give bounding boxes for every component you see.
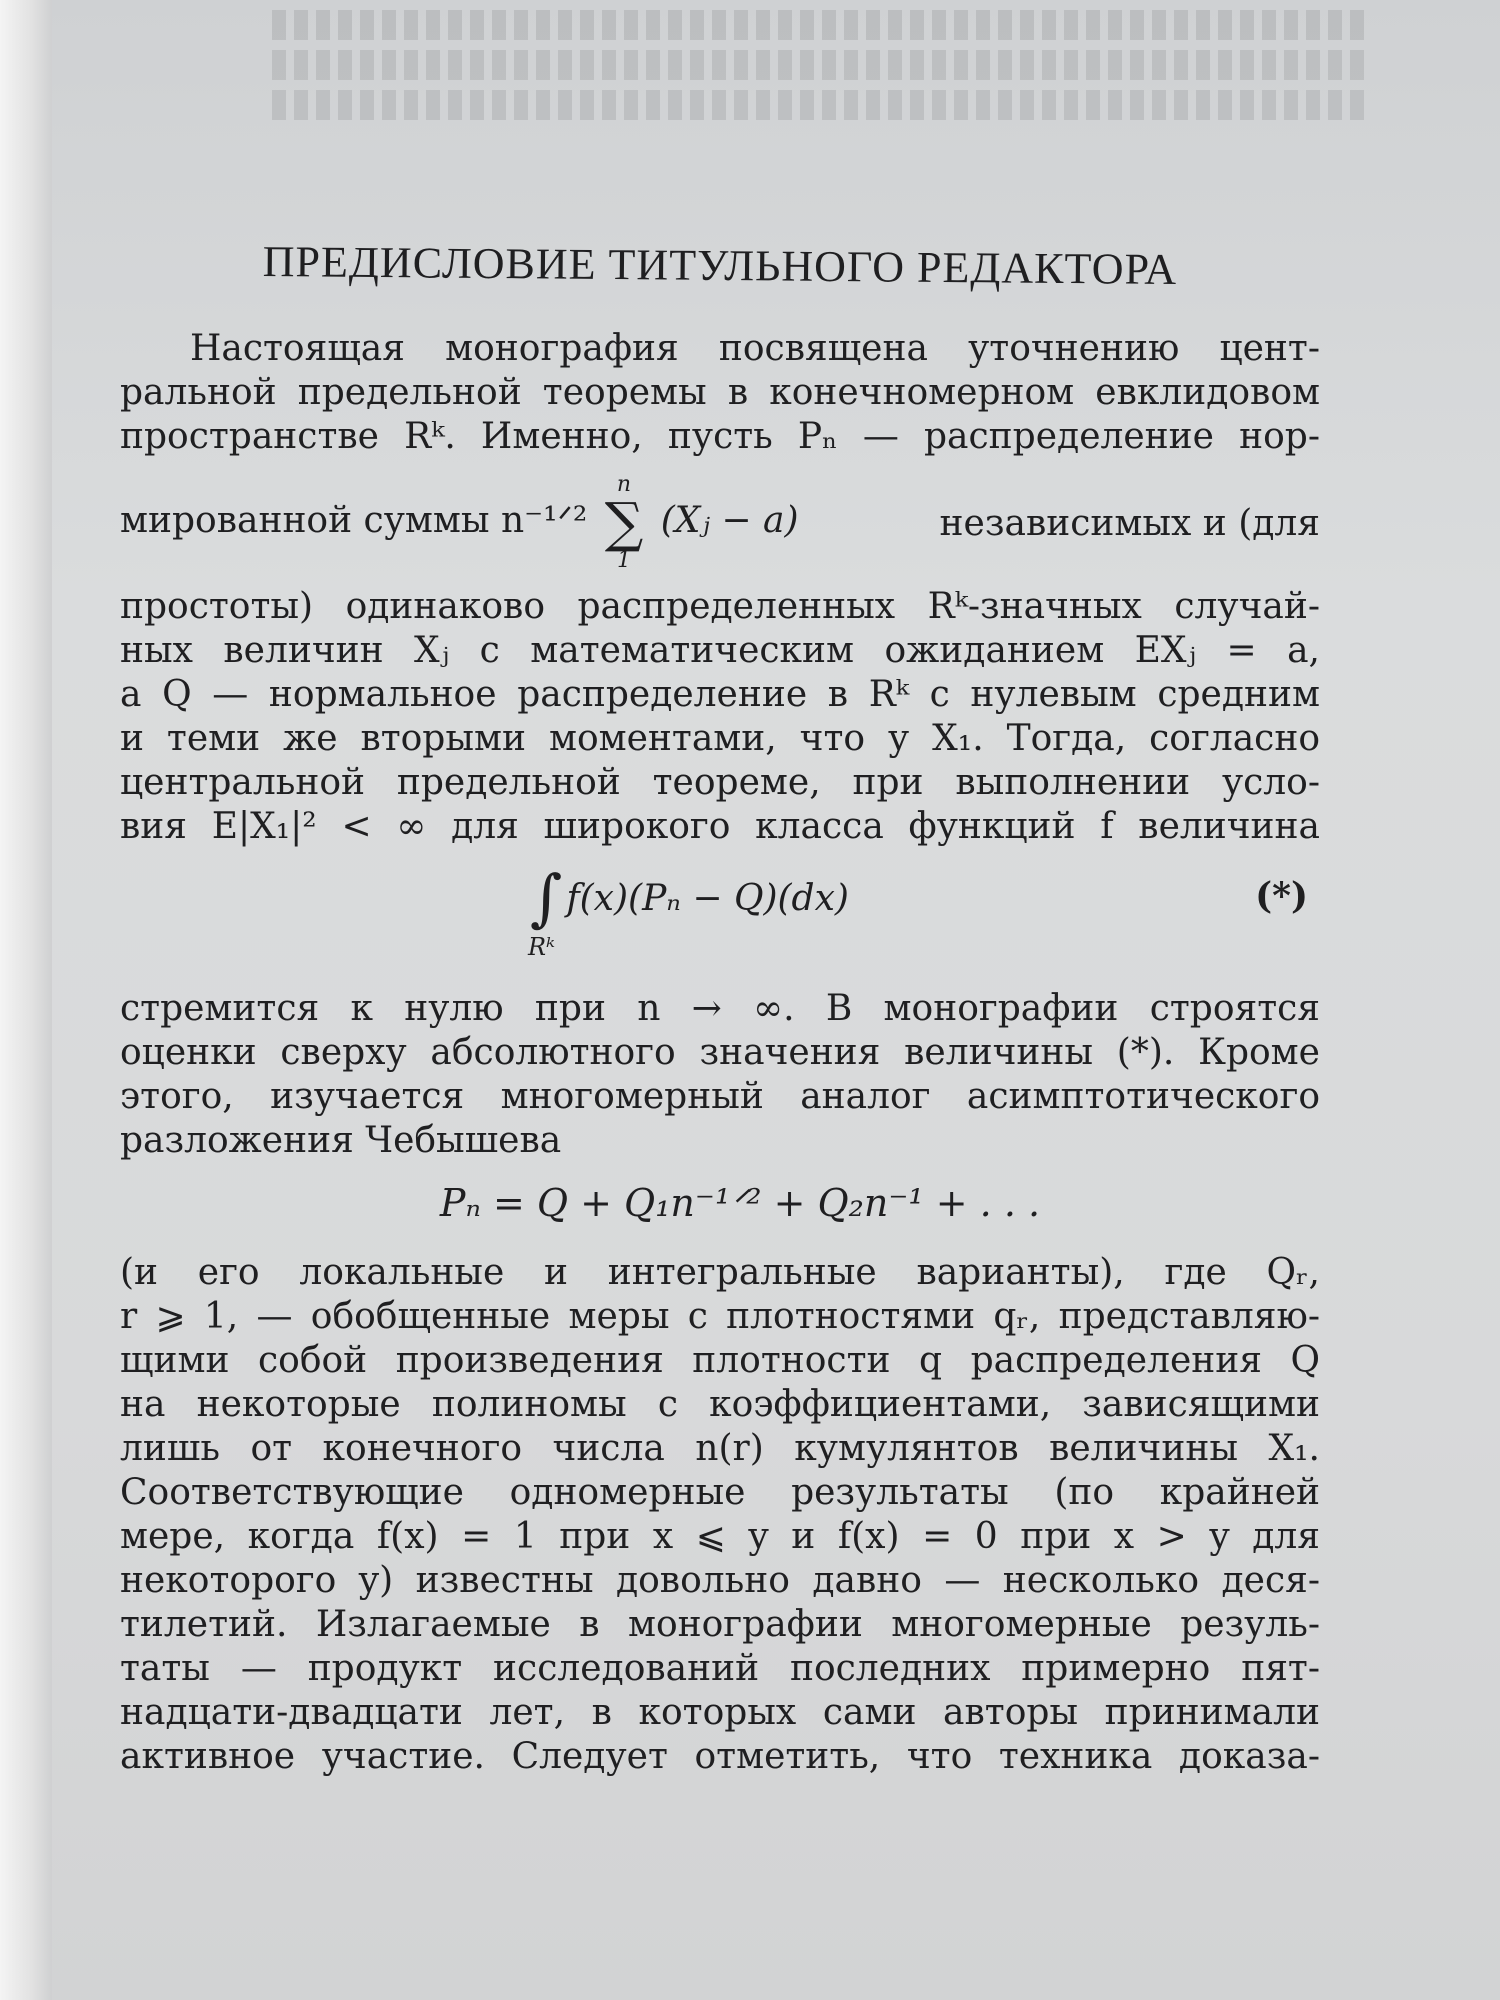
expansion-formula [120, 1163, 1320, 1251]
paragraph-line: таты — продукт исследований последних примерно пят- [120, 1648, 1320, 1689]
sum-line-left: мированной суммы n⁻¹ᐟ² [120, 500, 588, 541]
paragraph-line: ральной предельной теоремы в конечномерном евклидовом [120, 372, 1320, 413]
paragraph-line: мере, когда f(x) = 1 при x ⩽ y и f(x) = 0 при x > y для [120, 1516, 1320, 1557]
paragraph-line: Соответствующие одномерные результаты (по крайней [120, 1472, 1320, 1513]
sum-upper-limit: n [616, 472, 632, 497]
paragraph-line: пространстве Rᵏ. Именно, пусть Pₙ — распределение нор- [120, 416, 1320, 457]
page-content [120, 237, 1320, 1779]
sum-line-right: независимых и (для [939, 502, 1320, 544]
expansion-body: Pₙ = Q + Q₁n⁻¹ᐟ² + Q₂n⁻¹ + . . . [439, 1181, 1041, 1225]
paragraph-line: некоторого y) известны довольно давно — несколько деся- [120, 1560, 1320, 1601]
paragraph-line: на некоторые полиномы с коэффициентами, зависящими [120, 1384, 1320, 1425]
paragraph-line: активное участие. Следует отметить, что техника доказа- [120, 1736, 1320, 1777]
integral-domain: Rᵏ [528, 933, 555, 961]
paragraph-line: вия E|X₁|² < ∞ для широкого класса функций f величина [120, 806, 1320, 847]
sum-term: (Xⱼ − a) [660, 500, 799, 541]
sigma-sign: ∑ [604, 491, 644, 554]
sum-lower-limit: 1 [617, 548, 632, 573]
paragraph-line: лишь от конечного числа n(r) кумулянтов величины X₁. [120, 1428, 1320, 1469]
paragraph-line: щими собой произведения плотности q распределения Q [120, 1340, 1320, 1381]
paragraph-line: центральной предельной теореме, при выполнении усло- [120, 762, 1320, 803]
paragraph-line: этого, изучается многомерный аналог асимптотического [120, 1076, 1320, 1117]
summation-symbol [605, 474, 644, 572]
book-spine [0, 0, 52, 2000]
paragraph-line: Настоящая монография посвящена уточнению цент- [190, 328, 1320, 369]
bleed-through-text [272, 10, 1372, 160]
paragraph-line: ных величин Xⱼ с математическим ожиданием EXⱼ = a, [120, 630, 1320, 671]
paragraph-line: тилетий. Излагаемые в монографии многомерные резуль- [120, 1604, 1320, 1645]
integral-sign: ∫ [530, 861, 563, 934]
paragraph-line: разложения Чебышева [120, 1120, 562, 1161]
integral-body: f(x)(Pₙ − Q)(dx) [566, 877, 849, 919]
paragraph-line: стремится к нулю при n → ∞. В монографии строятся [120, 988, 1320, 1029]
sum-formula-line [120, 461, 1320, 585]
paragraph-line: и теми же вторыми моментами, что у X₁. Тогда, согласно [120, 718, 1320, 759]
paragraph-line: надцати-двадцати лет, в которых сами авторы принимали [120, 1692, 1320, 1733]
paragraph-line: (и его локальные и интегральные варианты), где Qᵣ, [120, 1252, 1320, 1293]
formula-label: (*) [1255, 875, 1308, 917]
paragraph-line: оценки сверху абсолютного значения величины (*). Кроме [120, 1032, 1320, 1073]
paragraph-line: а Q — нормальное распределение в Rᵏ с нулевым средним [120, 674, 1320, 715]
page-title: ПРЕДИСЛОВИЕ ТИТУЛЬНОГО РЕДАКТОРА [262, 237, 1178, 294]
integral-formula [120, 849, 1320, 987]
paragraph-line: r ⩾ 1, — обобщенные меры с плотностями qᵣ, представляю- [120, 1296, 1320, 1337]
paragraph-line: простоты) одинаково распределенных Rᵏ-значных случай- [120, 586, 1320, 627]
